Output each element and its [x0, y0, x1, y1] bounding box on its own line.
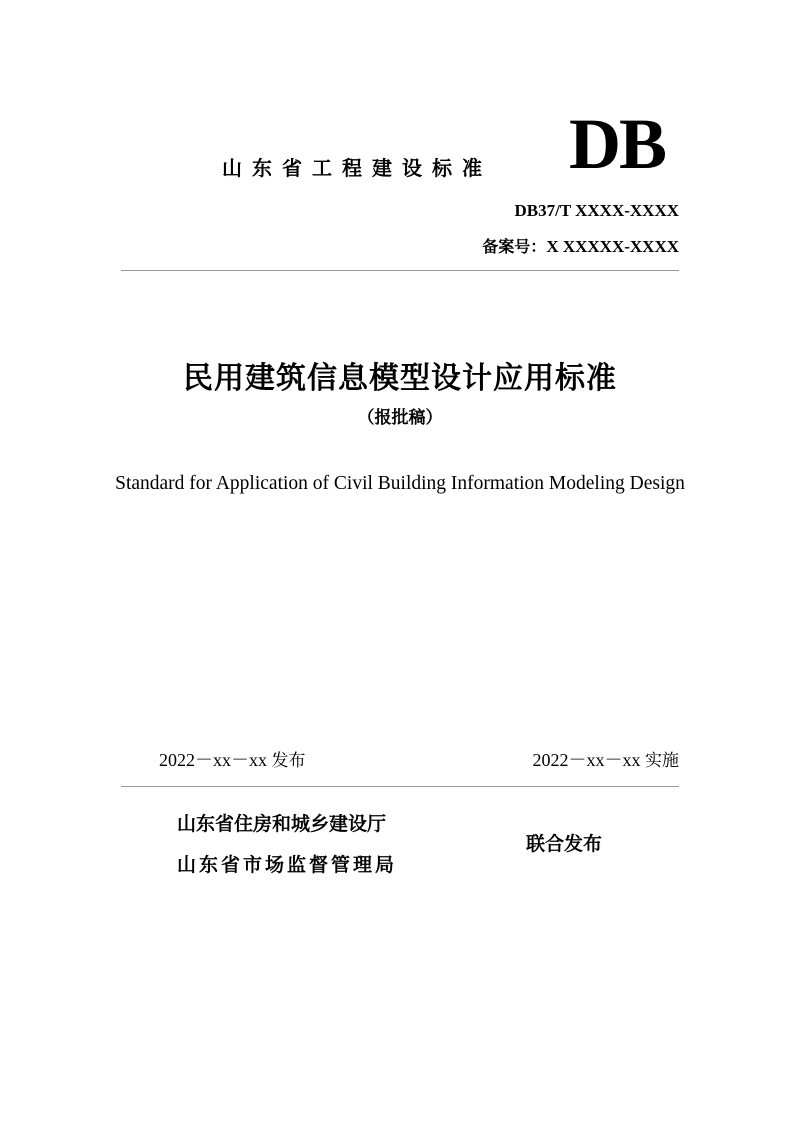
header-divider: [121, 270, 679, 271]
document-title-chinese: 民用建筑信息模型设计应用标准: [183, 361, 617, 396]
implement-label: 实施: [645, 751, 679, 771]
publish-date: [159, 746, 306, 772]
document-title-english: Standard for Application of Civil Building Information Modeling Design: [115, 473, 685, 494]
record-value: X XXXXX-XXXX: [546, 237, 679, 256]
implement-date-value: 2022－xx－xx: [532, 750, 641, 770]
record-label: 备案号：: [482, 237, 547, 256]
standard-number: DB37/T XXXX-XXXX: [514, 201, 679, 220]
record-number: [482, 234, 679, 257]
issuer-market-regulation: 山东省市场监督管理局: [177, 854, 398, 876]
joint-publish-label: 联合发布: [526, 833, 603, 855]
publish-date-value: 2022－xx－xx: [159, 750, 267, 770]
issuer-housing-department: 山东省住房和城乡建设厅: [177, 813, 387, 835]
series-title: 山东省工程建设标准: [222, 156, 492, 180]
draft-status: （报批稿）: [357, 408, 443, 428]
implement-date: [533, 746, 680, 772]
db-mark: DB: [569, 104, 666, 184]
publish-label: 发布: [271, 751, 306, 771]
footer-divider: [121, 786, 679, 787]
